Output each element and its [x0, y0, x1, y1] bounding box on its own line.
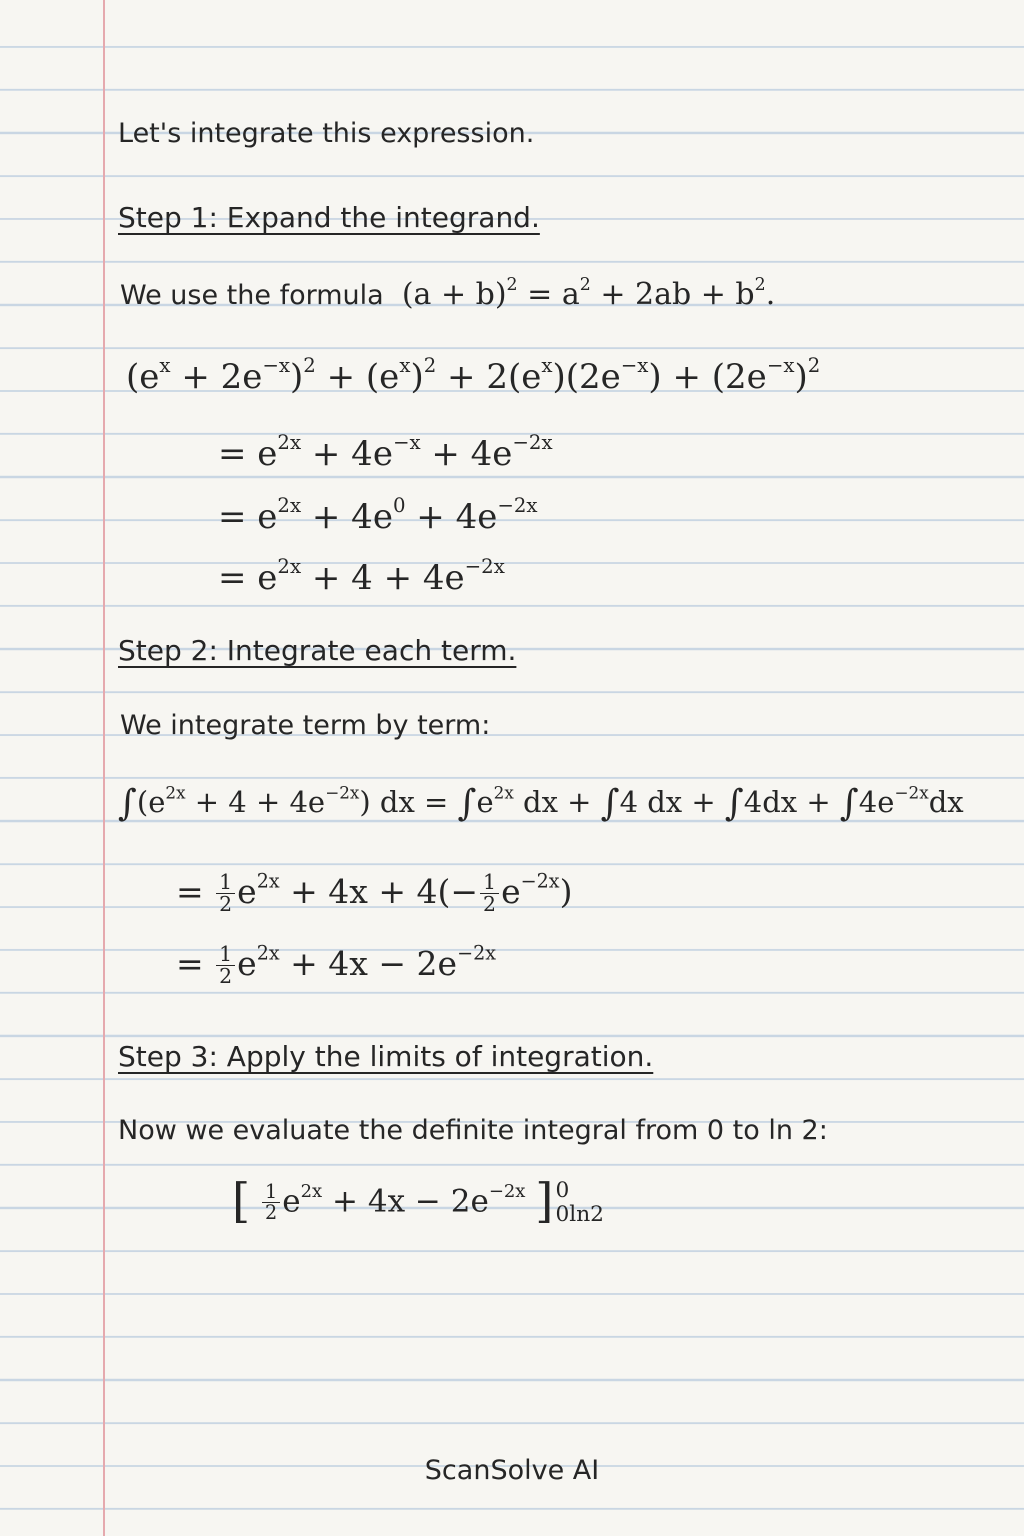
fraction-one-half: $\frac{1}{2}$	[262, 1182, 280, 1223]
step-3-text: Now we evaluate the definite integral from 0 to ln 2:	[118, 1115, 828, 1146]
evaluation-line: [ $\frac{1}{2}$ $e^{2x} + 4x - 2e^{-2x}$ ] 0 0ln2	[232, 1174, 604, 1228]
step-2-text: We integrate term by term:	[120, 710, 491, 741]
integral-line-3: = $\frac{1}{2}$ $e^{2x} + 4x - 2e^{-2x}$	[176, 941, 497, 989]
formula-line	[120, 275, 776, 312]
integration-limits	[555, 1179, 604, 1227]
step-2-heading: Step 2: Integrate each term.	[118, 634, 517, 667]
integral-line-2: = $\frac{1}{2}$ $e^{2x} + 4x + 4(-$ $\frac{1}{2}$ $e^{-2x}$)	[176, 869, 573, 917]
step-1-heading: Step 1: Expand the integrand.	[118, 201, 540, 234]
expansion-line-3: = $e^{2x} + 4e^0 + 4e^{-2x}$	[218, 494, 538, 537]
fraction-one-half: $\frac{1}{2}$	[480, 872, 499, 916]
integral-line-1: $\int(e^{2x} + 4 + 4e^{-2x})$ dx = $\int e^{2x}$ dx + ∫4 dx + $\int 4dx + \int 4e^{-2x}dx$	[118, 781, 964, 824]
step-3-heading: Step 3: Apply the limits of integration.	[118, 1040, 654, 1073]
fraction-one-half: $\frac{1}{2}$	[216, 944, 235, 988]
lower-limit: 0ln2	[555, 1201, 604, 1227]
expansion-line-4: = $e^{2x} + 4 + 4e^{-2x}$	[218, 555, 505, 598]
binomial-formula: $(a + b)^2 = a^2 + 2ab + b^2$.	[401, 275, 776, 312]
footer-brand: ScanSolve AI	[424, 1455, 600, 1486]
margin-line	[103, 0, 105, 1536]
upper-limit: 0	[555, 1178, 570, 1204]
intro-text: Let's integrate this expression.	[118, 118, 535, 149]
expansion-line-1: $(e^x + 2e^{-x})^2 + (e^x)^2 + 2(e^x)(2e^{-x}) + (2e^{-x})^2$	[126, 354, 821, 397]
formula-intro: We use the formula	[120, 280, 384, 311]
expansion-line-2: = $e^{2x} + 4e^{-x} + 4e^{-2x}$	[218, 431, 553, 474]
fraction-one-half: $\frac{1}{2}$	[216, 872, 235, 916]
